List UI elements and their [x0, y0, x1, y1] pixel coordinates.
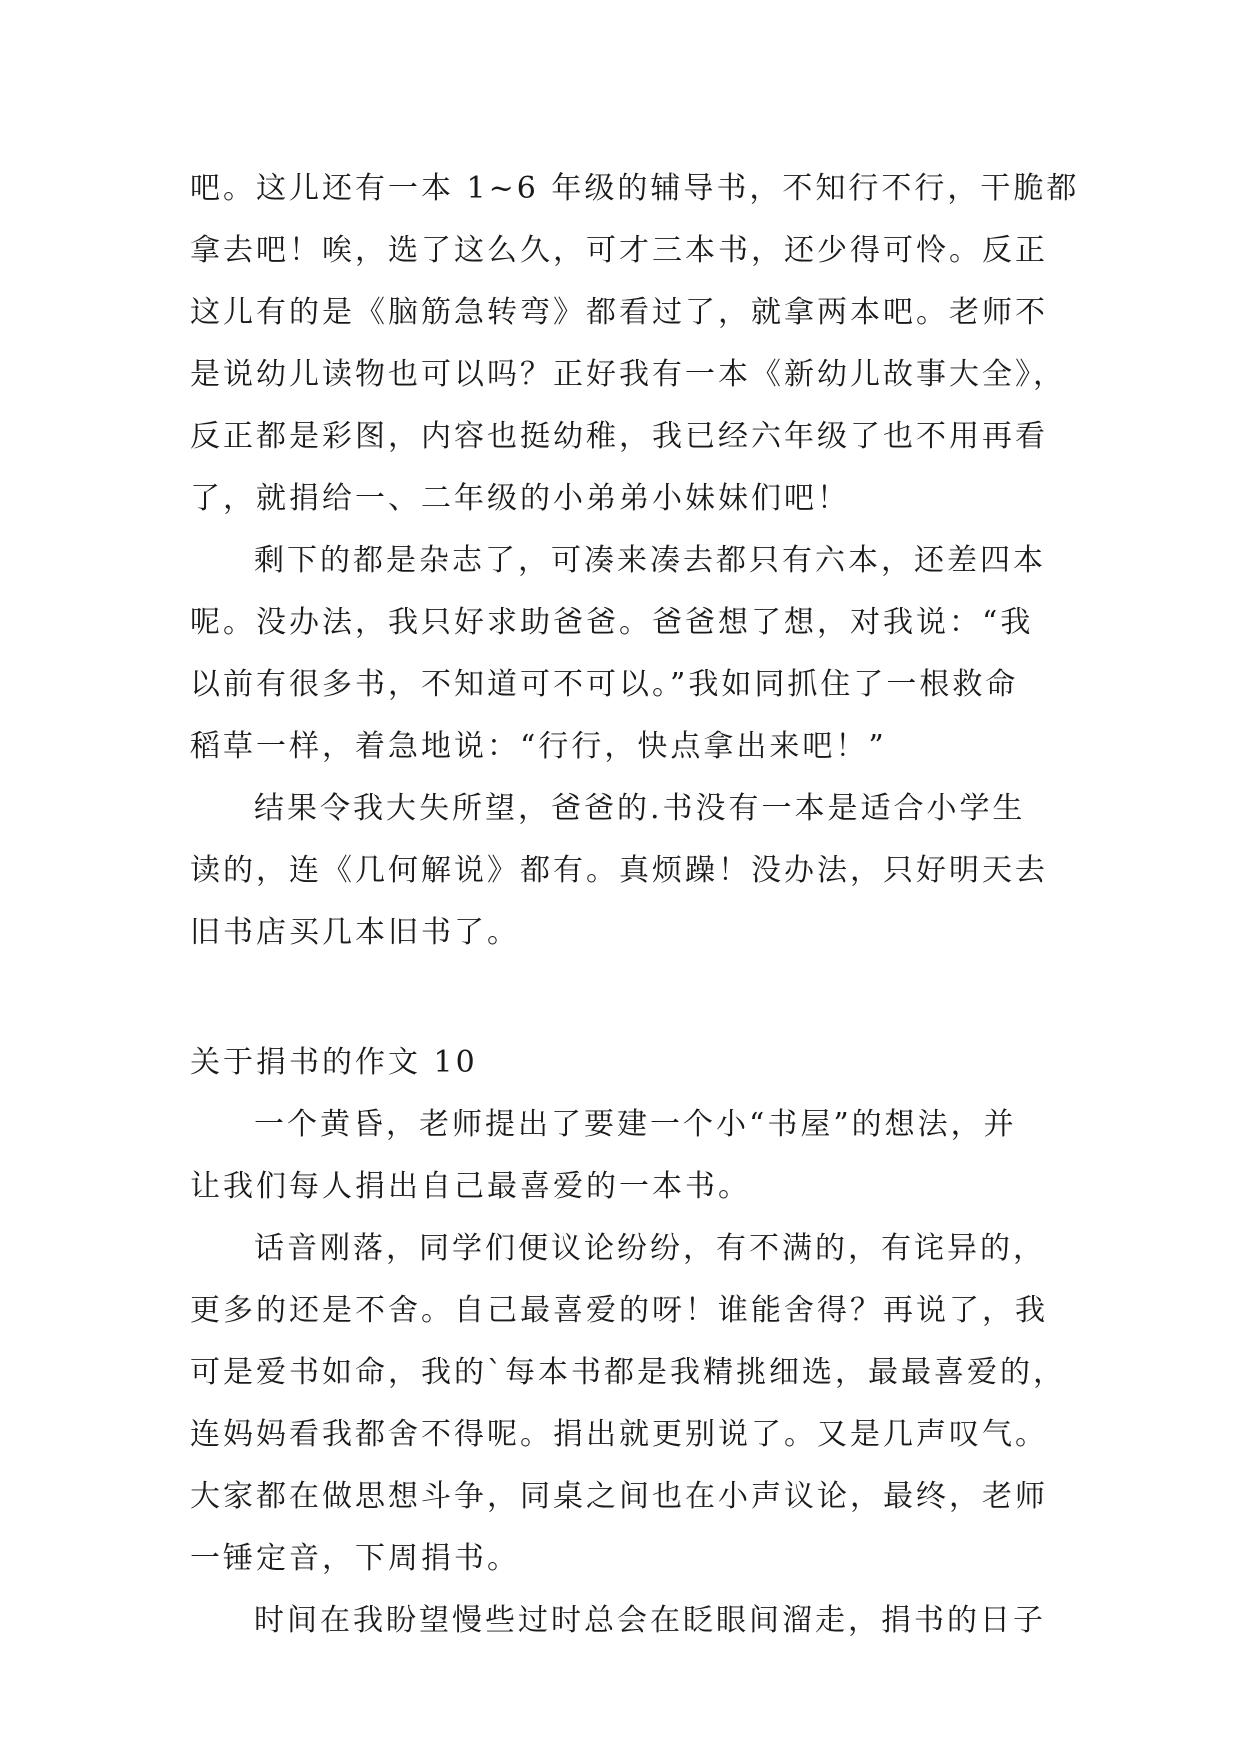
text-line: 结果令我大失所望，爸爸的.书没有一本是适合小学生 [254, 791, 1026, 826]
text-line: 呢。没办法，我只好求助爸爸。爸爸想了想，对我说：“我 [190, 605, 1034, 640]
text-line: 了，就捐给一、二年级的小弟弟小妹妹们吧！ [190, 481, 850, 516]
text-line: 可是爱书如命，我的`每本书都是我精挑细选，最最喜爱的， [190, 1355, 1066, 1390]
text-line: 话音刚落，同学们便议论纷纷，有不满的，有诧异的， [254, 1231, 1046, 1266]
text-line: 稻草一样，着急地说：“行行，快点拿出来吧！” [190, 729, 887, 764]
text-line: 连妈妈看我都舍不得呢。捐出就更别说了。又是几声叹气。 [190, 1417, 1048, 1452]
text-line: 更多的还是不舍。自己最喜爱的呀！谁能舍得？再说了，我 [190, 1293, 1048, 1328]
text-line: 剩下的都是杂志了，可凑来凑去都只有六本，还差四本 [254, 543, 1046, 578]
text-line: 是说幼儿读物也可以吗？正好我有一本《新幼儿故事大全》， [190, 357, 1066, 392]
text-line: 反正都是彩图，内容也挺幼稚，我已经六年级了也不用再看 [190, 419, 1048, 454]
text-line: 以前有很多书，不知道可不可以。”我如同抓住了一根救命 [190, 667, 1019, 702]
paragraph-group-after [190, 1094, 1066, 1652]
paragraph [190, 1218, 1066, 1590]
text-line: 大家都在做思想斗争，同桌之间也在小声议论，最终，老师 [190, 1479, 1048, 1514]
text-line: 读的，连《几何解说》都有。真烦躁！没办法，只好明天去 [190, 853, 1048, 888]
text-line: 时间在我盼望慢些过时总会在眨眼间溜走，捐书的日子 [254, 1603, 1046, 1638]
text-line: 一锤定音，下周捐书。 [190, 1541, 520, 1576]
text-line: 让我们每人捐出自己最喜爱的一本书。 [190, 1169, 751, 1204]
text-line: 旧书店买几本旧书了。 [190, 915, 520, 950]
paragraph [190, 778, 1060, 964]
paragraph [190, 158, 1080, 530]
paragraph [190, 1094, 1060, 1218]
text-line: 拿去吧！唉，选了这么久，可才三本书，还少得可怜。反正 [190, 233, 1048, 268]
text-line: 这儿有的是《脑筋急转弯》都看过了，就拿两本吧。老师不 [190, 295, 1048, 330]
text-line: 一个黄昏，老师提出了要建一个小“书屋”的想法，并 [254, 1107, 1017, 1142]
section-title: 关于捐书的作文 10 [190, 1045, 478, 1080]
paragraph-group-before [190, 158, 1080, 964]
paragraph [190, 530, 1060, 778]
paragraph [190, 1590, 1060, 1652]
text-line: 吧。这儿还有一本 1~6 年级的辅导书，不知行不行，干脆都 [190, 171, 1080, 206]
document-body [190, 158, 1080, 1652]
